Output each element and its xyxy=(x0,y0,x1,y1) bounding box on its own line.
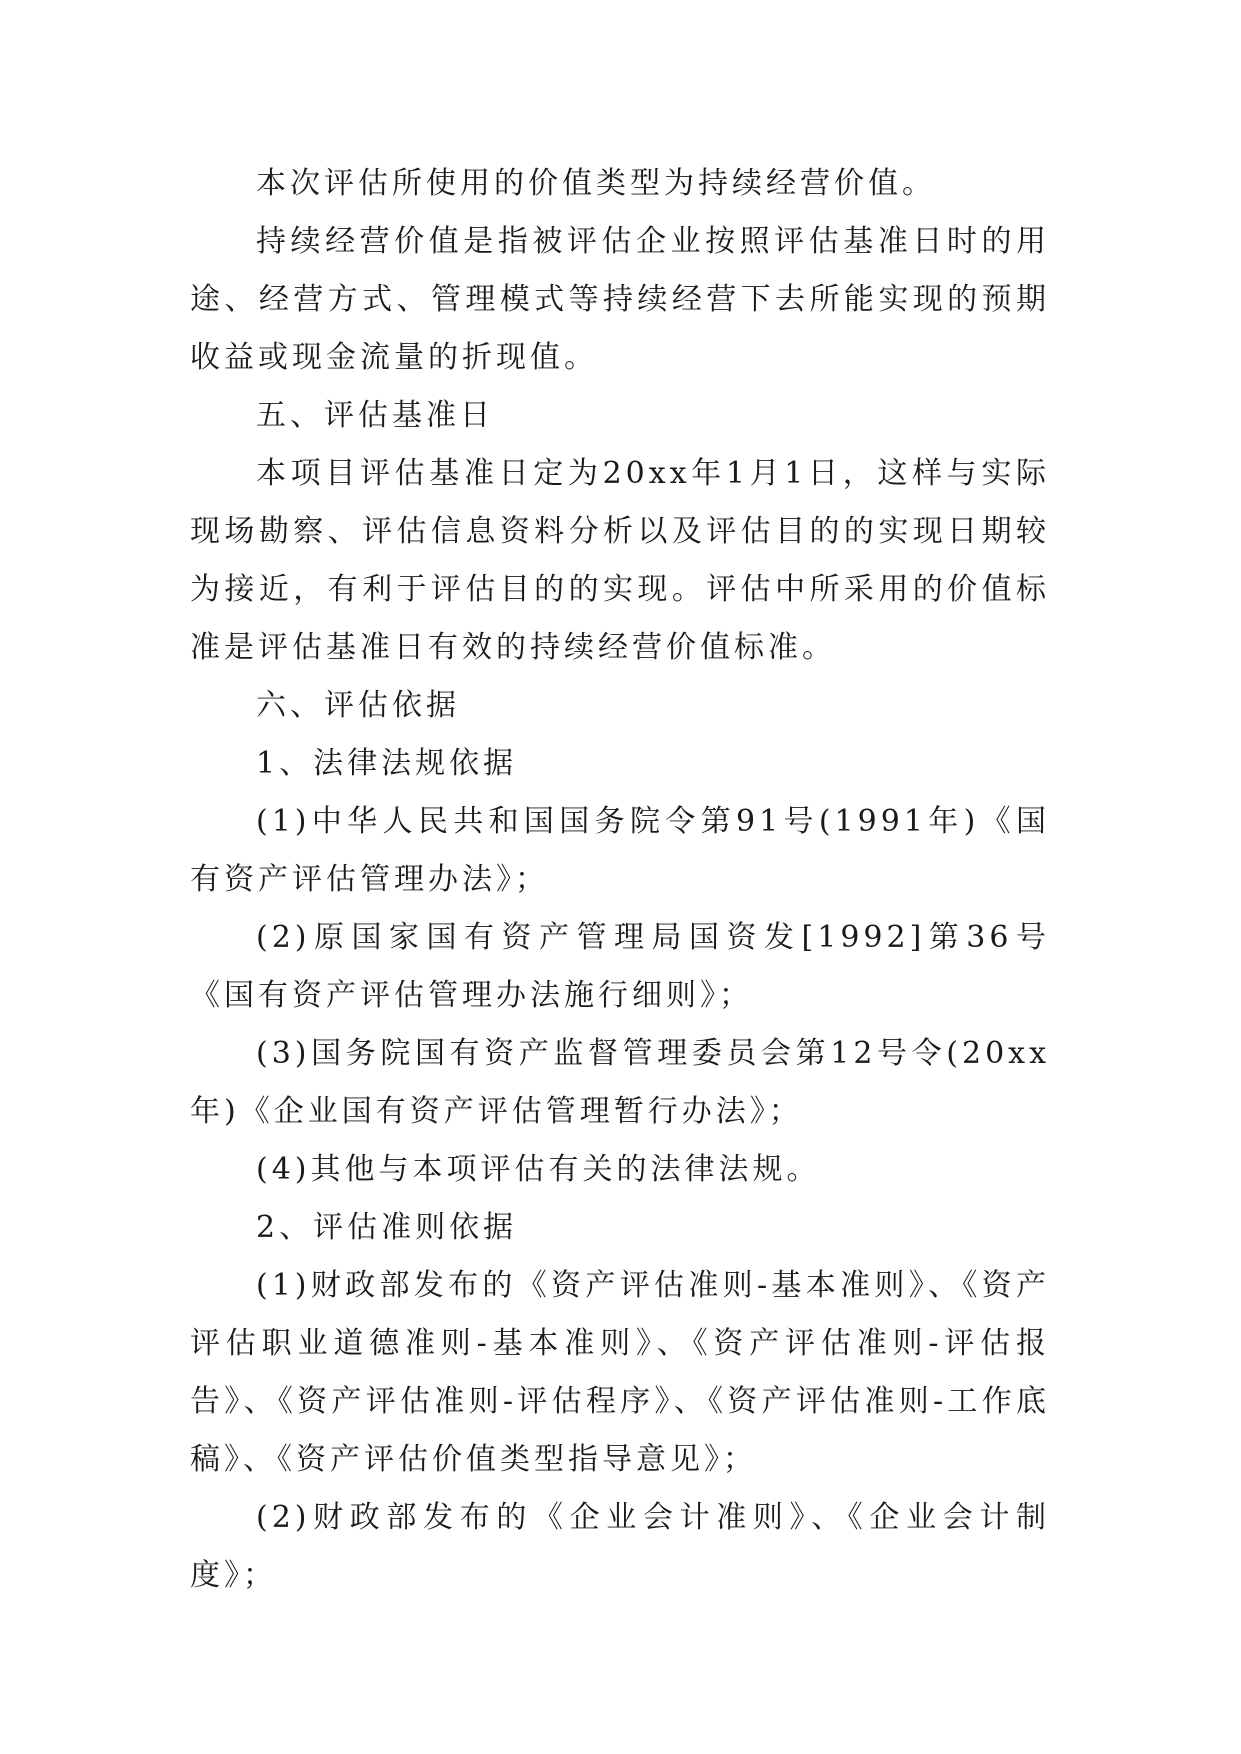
list-item-standard-1: (1)财政部发布的《资产评估准则-基本准则》、《资产评估职业道德准则-基本准则》、《资产评估准则-评估报告》、《资产评估准则-评估程序》、《资产评估准则-工作底稿》、《资产评估价值类型指导意见》； xyxy=(190,1268,1050,1477)
list-item-law-4: (4)其他与本项评估有关的法律法规。 xyxy=(256,1152,821,1187)
paragraph-going-concern-definition: 持续经营价值是指被评估企业按照评估基准日时的用途、经营方式、管理模式等持续经营下去所能实现的预期收益或现金流量的折现值。 xyxy=(190,224,1050,375)
list-item-law-1: (1)中华人民共和国国务院令第91号(1991年)《国有资产评估管理办法》； xyxy=(190,804,1050,897)
section-heading-basis: 六、评估依据 xyxy=(256,688,460,723)
section-heading-base-date: 五、评估基准日 xyxy=(256,398,494,433)
paragraph-value-type: 本次评估所使用的价值类型为持续经营价值。 xyxy=(256,166,936,201)
list-item-standard-2: (2)财政部发布的《企业会计准则》、《企业会计制度》； xyxy=(190,1500,1050,1593)
subheading-laws-regulations: 1、法律法规依据 xyxy=(256,746,518,781)
list-item-law-3: (3)国务院国有资产监督管理委员会第12号令(20xx年)《企业国有资产评估管理暂行办法》； xyxy=(190,1036,1050,1129)
subheading-standards: 2、评估准则依据 xyxy=(256,1210,518,1245)
paragraph-base-date: 本项目评估基准日定为20xx年1月1日，这样与实际现场勘察、评估信息资料分析以及评估目的的实现日期较为接近，有利于评估目的的实现。评估中所采用的价值标准是评估基准日有效的持续经营价值标准。 xyxy=(190,456,1050,665)
list-item-law-2: (2)原国家国有资产管理局国资发[1992]第36号《国有资产评估管理办法施行细则》； xyxy=(190,920,1050,1013)
document-body xyxy=(190,155,1050,1605)
